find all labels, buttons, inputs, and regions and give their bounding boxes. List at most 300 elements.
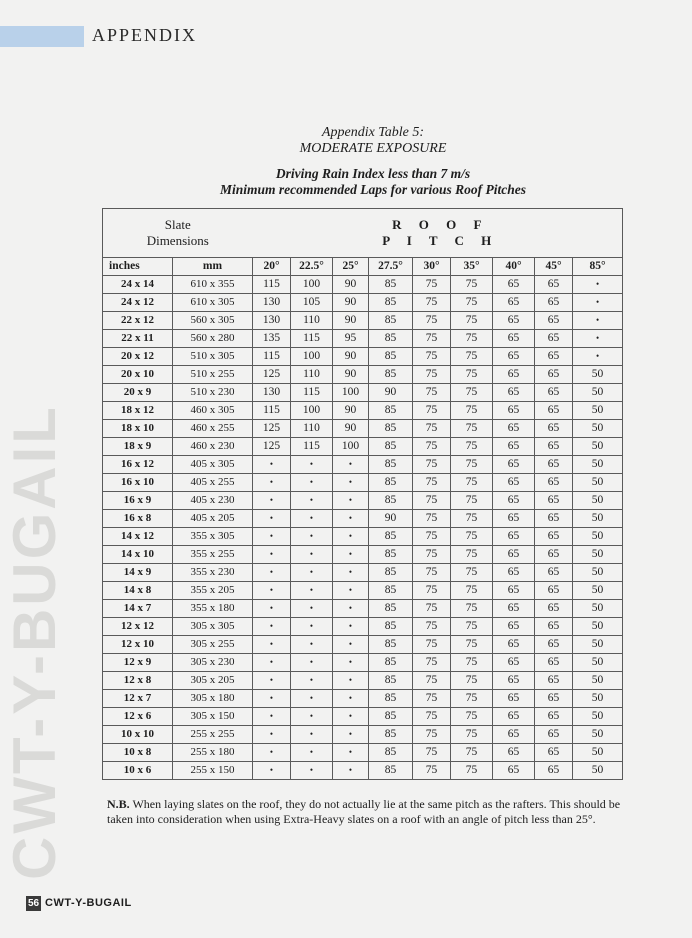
table-label: Appendix Table 5: — [321, 125, 425, 140]
slate-size-inches: 10 x 8 — [103, 744, 173, 762]
table-heading-row — [103, 209, 623, 258]
lap-value: 75 — [451, 294, 493, 312]
lap-value: 65 — [493, 492, 535, 510]
lap-value: • — [253, 600, 291, 618]
table-row — [103, 510, 623, 528]
lap-value: 85 — [369, 438, 413, 456]
lap-value: 65 — [535, 726, 573, 744]
lap-value: 75 — [413, 528, 451, 546]
lap-value: 75 — [451, 600, 493, 618]
slate-size-inches: 16 x 12 — [103, 456, 173, 474]
lap-value: 85 — [369, 528, 413, 546]
slate-size-inches: 20 x 10 — [103, 366, 173, 384]
lap-value: 75 — [451, 366, 493, 384]
lap-value: 85 — [369, 474, 413, 492]
lap-value: 65 — [493, 348, 535, 366]
lap-value: 65 — [493, 330, 535, 348]
table-row — [103, 546, 623, 564]
lap-value: • — [333, 726, 369, 744]
lap-value: 65 — [535, 420, 573, 438]
lap-value: 85 — [369, 492, 413, 510]
lap-value: • — [253, 690, 291, 708]
lap-value: 85 — [369, 312, 413, 330]
lap-value: 75 — [451, 636, 493, 654]
lap-value: 115 — [291, 438, 333, 456]
lap-value: 50 — [573, 456, 623, 474]
lap-value: 65 — [493, 294, 535, 312]
lap-value: 115 — [291, 384, 333, 402]
table-row — [103, 726, 623, 744]
table-row — [103, 564, 623, 582]
table-title-block — [100, 125, 646, 157]
slate-size-mm: 355 x 255 — [173, 546, 253, 564]
lap-value: 75 — [451, 726, 493, 744]
lap-value: 75 — [413, 420, 451, 438]
lap-value: • — [253, 672, 291, 690]
slate-size-inches: 14 x 10 — [103, 546, 173, 564]
lap-value: 85 — [369, 708, 413, 726]
lap-value: 75 — [451, 708, 493, 726]
table-row — [103, 654, 623, 672]
lap-value: 130 — [253, 312, 291, 330]
table-subtitle-block — [100, 166, 646, 198]
page-number: 56 — [27, 898, 40, 909]
lap-value: 65 — [493, 402, 535, 420]
lap-value: 65 — [535, 690, 573, 708]
footer-brand: CWT-Y-BUGAIL — [45, 897, 132, 909]
lap-value: 75 — [451, 420, 493, 438]
lap-value: 65 — [535, 636, 573, 654]
table-row — [103, 672, 623, 690]
slate-size-inches: 10 x 6 — [103, 762, 173, 780]
lap-value: • — [291, 474, 333, 492]
table-row — [103, 456, 623, 474]
table-row — [103, 402, 623, 420]
slate-size-inches: 14 x 9 — [103, 564, 173, 582]
slate-size-inches: 20 x 9 — [103, 384, 173, 402]
lap-value: 85 — [369, 636, 413, 654]
table-row — [103, 384, 623, 402]
lap-value: • — [291, 744, 333, 762]
slate-size-inches: 16 x 8 — [103, 510, 173, 528]
lap-value: 75 — [451, 330, 493, 348]
lap-value: 85 — [369, 582, 413, 600]
lap-value: 90 — [369, 384, 413, 402]
lap-value: 75 — [451, 672, 493, 690]
lap-value: 50 — [573, 654, 623, 672]
slate-size-inches: 16 x 10 — [103, 474, 173, 492]
lap-value: • — [253, 744, 291, 762]
lap-value: 100 — [333, 438, 369, 456]
lap-value: • — [253, 492, 291, 510]
lap-value: • — [253, 762, 291, 780]
lap-value: 65 — [535, 600, 573, 618]
lap-value: 100 — [291, 348, 333, 366]
lap-value: • — [253, 474, 291, 492]
laps-table — [102, 208, 623, 780]
slate-size-mm: 405 x 230 — [173, 492, 253, 510]
lap-value: 50 — [573, 546, 623, 564]
laps-subtitle: Minimum recommended Laps for various Roof Pitches — [219, 182, 526, 197]
slate-dimensions-heading — [103, 209, 253, 258]
lap-value: • — [253, 636, 291, 654]
slate-size-mm: 355 x 180 — [173, 600, 253, 618]
lap-value: 65 — [493, 546, 535, 564]
pitch-column-header: 45° — [535, 258, 573, 276]
lap-value: 75 — [451, 618, 493, 636]
lap-value: 85 — [369, 744, 413, 762]
lap-value: 75 — [413, 690, 451, 708]
lap-value: • — [333, 456, 369, 474]
lap-value: 65 — [493, 384, 535, 402]
lap-value: 85 — [369, 726, 413, 744]
slate-size-mm: 355 x 230 — [173, 564, 253, 582]
slate-size-mm: 460 x 255 — [173, 420, 253, 438]
slate-size-inches: 12 x 7 — [103, 690, 173, 708]
lap-value: • — [333, 744, 369, 762]
lap-value: • — [573, 312, 623, 330]
lap-value: 65 — [535, 510, 573, 528]
lap-value: • — [333, 528, 369, 546]
pitch-column-header: 30° — [413, 258, 451, 276]
lap-value: 85 — [369, 546, 413, 564]
lap-value: 125 — [253, 420, 291, 438]
table-row — [103, 420, 623, 438]
table-row — [103, 330, 623, 348]
lap-value: 65 — [535, 582, 573, 600]
lap-value: 85 — [369, 294, 413, 312]
pitch-column-header: 20° — [253, 258, 291, 276]
lap-value: 75 — [413, 744, 451, 762]
slate-size-mm: 255 x 180 — [173, 744, 253, 762]
lap-value: • — [333, 600, 369, 618]
lap-value: 75 — [451, 276, 493, 294]
table-row — [103, 600, 623, 618]
slate-size-inches: 24 x 14 — [103, 276, 173, 294]
slate-size-inches: 22 x 11 — [103, 330, 173, 348]
section-title: APPENDIX — [92, 25, 198, 45]
lap-value: 65 — [493, 726, 535, 744]
lap-value: 65 — [535, 492, 573, 510]
lap-value: 65 — [535, 654, 573, 672]
lap-value: 65 — [535, 366, 573, 384]
lap-value: 50 — [573, 672, 623, 690]
table-row — [103, 492, 623, 510]
lap-value: 75 — [451, 510, 493, 528]
lap-value: • — [291, 708, 333, 726]
lap-value: • — [333, 564, 369, 582]
table-row — [103, 744, 623, 762]
slate-size-mm: 305 x 255 — [173, 636, 253, 654]
lap-value: 50 — [573, 384, 623, 402]
lap-value: 50 — [573, 510, 623, 528]
lap-value: 75 — [413, 708, 451, 726]
slate-size-mm: 405 x 255 — [173, 474, 253, 492]
table-row — [103, 276, 623, 294]
lap-value: 50 — [573, 582, 623, 600]
slate-size-inches: 20 x 12 — [103, 348, 173, 366]
lap-value: 85 — [369, 762, 413, 780]
lap-value: 85 — [369, 330, 413, 348]
lap-value: 90 — [333, 294, 369, 312]
inches-column-header: inches — [103, 258, 173, 276]
lap-value: 65 — [535, 762, 573, 780]
slate-size-inches: 18 x 12 — [103, 402, 173, 420]
lap-value: • — [573, 276, 623, 294]
lap-value: 75 — [413, 474, 451, 492]
pitch-heading: P I T C H — [382, 233, 493, 248]
lap-value: • — [291, 510, 333, 528]
lap-value: 50 — [573, 690, 623, 708]
lap-value: 75 — [413, 510, 451, 528]
lap-value: 105 — [291, 294, 333, 312]
slate-size-mm: 510 x 255 — [173, 366, 253, 384]
lap-value: • — [253, 528, 291, 546]
lap-value: 75 — [451, 528, 493, 546]
slate-size-mm: 305 x 230 — [173, 654, 253, 672]
lap-value: • — [333, 762, 369, 780]
slate-size-mm: 305 x 180 — [173, 690, 253, 708]
lap-value: 50 — [573, 744, 623, 762]
lap-value: 85 — [369, 618, 413, 636]
lap-value: 65 — [493, 438, 535, 456]
lap-value: 65 — [535, 744, 573, 762]
lap-value: • — [573, 348, 623, 366]
lap-value: 65 — [535, 294, 573, 312]
slate-size-inches: 12 x 8 — [103, 672, 173, 690]
lap-value: 65 — [493, 420, 535, 438]
lap-value: 75 — [413, 348, 451, 366]
lap-value: 75 — [413, 294, 451, 312]
table-row — [103, 366, 623, 384]
lap-value: 100 — [291, 402, 333, 420]
lap-value: 65 — [493, 600, 535, 618]
table-row — [103, 708, 623, 726]
slate-size-inches: 12 x 9 — [103, 654, 173, 672]
roof-pitch-heading — [253, 209, 623, 258]
lap-value: 50 — [573, 726, 623, 744]
lap-value: 65 — [493, 762, 535, 780]
lap-value: 75 — [413, 276, 451, 294]
lap-value: 65 — [535, 564, 573, 582]
lap-value: 115 — [253, 276, 291, 294]
lap-value: 65 — [493, 528, 535, 546]
slate-size-inches: 22 x 12 — [103, 312, 173, 330]
table-row — [103, 762, 623, 780]
lap-value: 75 — [451, 348, 493, 366]
lap-value: 75 — [413, 312, 451, 330]
lap-value: 85 — [369, 690, 413, 708]
slate-size-mm: 405 x 205 — [173, 510, 253, 528]
pitch-column-header: 25° — [333, 258, 369, 276]
lap-value: 65 — [535, 348, 573, 366]
lap-value: 125 — [253, 438, 291, 456]
lap-value: 75 — [413, 600, 451, 618]
lap-value: 85 — [369, 672, 413, 690]
lap-value: 65 — [535, 708, 573, 726]
lap-value: 50 — [573, 600, 623, 618]
slate-size-mm: 305 x 205 — [173, 672, 253, 690]
table-row — [103, 582, 623, 600]
lap-value: 65 — [493, 312, 535, 330]
slate-size-inches: 12 x 10 — [103, 636, 173, 654]
slate-size-mm: 255 x 255 — [173, 726, 253, 744]
slate-size-mm: 405 x 305 — [173, 456, 253, 474]
lap-value: • — [291, 636, 333, 654]
lap-value: 75 — [451, 546, 493, 564]
lap-value: 90 — [333, 366, 369, 384]
lap-value: 130 — [253, 384, 291, 402]
lap-value: 115 — [291, 330, 333, 348]
lap-value: 75 — [413, 672, 451, 690]
lap-value: 75 — [451, 492, 493, 510]
lap-value: • — [291, 762, 333, 780]
lap-value: 65 — [535, 276, 573, 294]
lap-value: 75 — [451, 438, 493, 456]
lap-value: 50 — [573, 618, 623, 636]
table-row — [103, 528, 623, 546]
slate-size-inches: 12 x 6 — [103, 708, 173, 726]
lap-value: 130 — [253, 294, 291, 312]
lap-value: 115 — [253, 402, 291, 420]
lap-value: • — [291, 546, 333, 564]
pitch-column-header: 22.5° — [291, 258, 333, 276]
lap-value: 65 — [493, 582, 535, 600]
header-accent-bar — [0, 26, 84, 47]
lap-value: 50 — [573, 402, 623, 420]
lap-value: 90 — [333, 276, 369, 294]
lap-value: 85 — [369, 366, 413, 384]
pitch-column-header: 27.5° — [369, 258, 413, 276]
lap-value: • — [253, 546, 291, 564]
pitch-column-header: 35° — [451, 258, 493, 276]
lap-value: 75 — [413, 438, 451, 456]
lap-value: 50 — [573, 528, 623, 546]
lap-value: • — [333, 654, 369, 672]
lap-value: • — [573, 330, 623, 348]
lap-value: • — [333, 690, 369, 708]
lap-value: 65 — [493, 654, 535, 672]
lap-value: • — [333, 618, 369, 636]
lap-value: 65 — [493, 564, 535, 582]
lap-value: 75 — [413, 726, 451, 744]
slate-size-inches: 12 x 12 — [103, 618, 173, 636]
slate-size-mm: 305 x 305 — [173, 618, 253, 636]
lap-value: 65 — [493, 744, 535, 762]
lap-value: 65 — [493, 708, 535, 726]
lap-value: • — [333, 636, 369, 654]
lap-value: • — [291, 528, 333, 546]
lap-value: 50 — [573, 708, 623, 726]
lap-value: 65 — [535, 402, 573, 420]
lap-value: 75 — [413, 402, 451, 420]
lap-value: 50 — [573, 420, 623, 438]
slate-size-inches: 16 x 9 — [103, 492, 173, 510]
lap-value: 50 — [573, 366, 623, 384]
lap-value: 75 — [413, 546, 451, 564]
lap-value: 65 — [493, 618, 535, 636]
lap-value: 110 — [291, 366, 333, 384]
lap-value: 110 — [291, 420, 333, 438]
slate-size-mm: 560 x 280 — [173, 330, 253, 348]
lap-value: 65 — [535, 672, 573, 690]
lap-value: 75 — [413, 456, 451, 474]
dimensions-heading: Dimensions — [146, 233, 209, 248]
lap-value: 85 — [369, 276, 413, 294]
lap-value: 65 — [535, 456, 573, 474]
lap-value: 75 — [451, 384, 493, 402]
lap-value: 65 — [493, 510, 535, 528]
lap-value: 75 — [413, 618, 451, 636]
table-row — [103, 690, 623, 708]
lap-value: • — [253, 726, 291, 744]
lap-value: • — [291, 492, 333, 510]
lap-value: 65 — [493, 366, 535, 384]
slate-size-inches: 18 x 9 — [103, 438, 173, 456]
watermark-text: CWT-Y-BUGAIL — [1, 404, 68, 880]
lap-value: 85 — [369, 402, 413, 420]
lap-value: • — [291, 582, 333, 600]
lap-value: 65 — [535, 618, 573, 636]
units-row — [103, 258, 623, 276]
lap-value: • — [291, 690, 333, 708]
lap-value: 65 — [493, 456, 535, 474]
lap-value: 50 — [573, 474, 623, 492]
lap-value: 100 — [291, 276, 333, 294]
slate-size-mm: 460 x 305 — [173, 402, 253, 420]
lap-value: • — [253, 654, 291, 672]
lap-value: 65 — [535, 330, 573, 348]
lap-value: • — [573, 294, 623, 312]
lap-value: 75 — [413, 762, 451, 780]
table-row — [103, 294, 623, 312]
lap-value: 75 — [451, 312, 493, 330]
footnote — [107, 797, 621, 827]
lap-value: 75 — [413, 564, 451, 582]
lap-value: 85 — [369, 600, 413, 618]
lap-value: • — [333, 492, 369, 510]
slate-size-inches: 14 x 8 — [103, 582, 173, 600]
lap-value: 65 — [493, 636, 535, 654]
lap-value: 85 — [369, 456, 413, 474]
lap-value: 50 — [573, 438, 623, 456]
lap-value: 65 — [535, 438, 573, 456]
lap-value: 75 — [413, 636, 451, 654]
lap-value: 65 — [493, 672, 535, 690]
lap-value: • — [291, 618, 333, 636]
slate-size-inches: 24 x 12 — [103, 294, 173, 312]
lap-value: • — [333, 510, 369, 528]
lap-value: 75 — [413, 384, 451, 402]
lap-value: • — [253, 456, 291, 474]
lap-value: 110 — [291, 312, 333, 330]
slate-heading: Slate — [164, 217, 191, 232]
lap-value: • — [253, 708, 291, 726]
lap-value: • — [291, 726, 333, 744]
lap-value: 75 — [451, 474, 493, 492]
lap-value: • — [253, 510, 291, 528]
exposure-title: MODERATE EXPOSURE — [299, 141, 447, 156]
lap-value: 85 — [369, 420, 413, 438]
lap-value: 50 — [573, 564, 623, 582]
table-row — [103, 438, 623, 456]
slate-size-mm: 610 x 305 — [173, 294, 253, 312]
footnote-label: N.B. — [107, 797, 130, 811]
slate-size-inches: 10 x 10 — [103, 726, 173, 744]
lap-value: • — [333, 672, 369, 690]
lap-value: • — [333, 708, 369, 726]
lap-value: 85 — [369, 348, 413, 366]
